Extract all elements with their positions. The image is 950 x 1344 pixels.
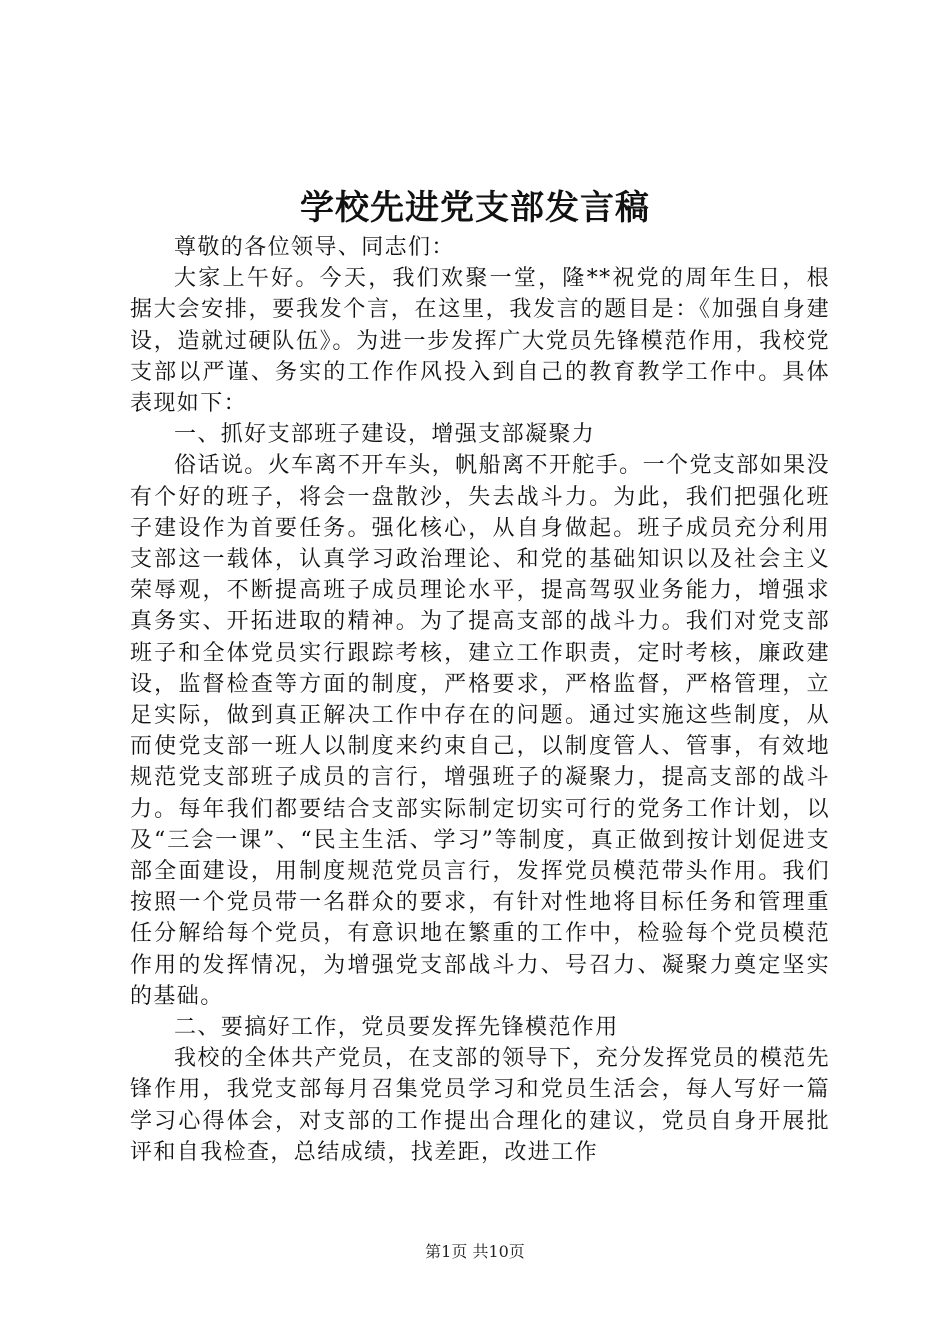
paragraph-section-1: 俗话说。火车离不开车头，帆船离不开舵手。一个党支部如果没有个好的班子，将会一盘散沙，失去战斗力。为此，我们把强化班子建设作为首要任务。强化核心，从自身做起。班子成员充分利用支部这一载体，认真学习政治理论、和党的基础知识以及社会主义荣辱观，不断提高班子成员理论水平，提高驾驭业务能力，增强求真务实、开拓进取的精神。为了提高支部的战斗力。我们对党支部班子和全体党员实行跟踪考核，建立工作职责，定时考核，廉政建设，监督检查等方面的制度，严格要求，严格监督，严格管理，立足实际，做到真正解决工作中存在的问题。通过实施这些制度，从而使党支部一班人以制度来约束自己，以制度管人、管事，有效地规范党支部班子成员的言行，增强班子的凝聚力，提高支部的战斗力。每年我们都要结合支部实际制定切实可行的党务工作计划，以及“三会一课”、“民主生活、学习”等制度，真正做到按计划促进支部全面建设，用制度规范党员言行，发挥党员模范带头作用。我们按照一个党员带一名群众的要求，有针对性地将目标任务和管理重任分解给每个党员，有意识地在繁重的工作中，检验每个党员模范作用的发挥情况，为增强党支部战斗力、号召力、凝聚力奠定坚实的基础。	[130, 453, 830, 1009]
page-footer: 第1页 共10页	[425, 1242, 525, 1261]
salutation: 尊敬的各位领导、同志们：	[174, 235, 455, 260]
document-body	[130, 232, 830, 1168]
paragraph-section-2: 我校的全体共产党员，在支部的领导下，充分发挥党员的模范先锋作用，我党支部每月召集党员学习和党员生活会，每人写好一篇学习心得体会，对支部的工作提出合理化的建议，党员自身开展批评和自我检查，总结成绩，找差距，改进工作	[130, 1046, 830, 1165]
page-title: 学校先进党支部发言稿	[300, 188, 650, 228]
section-heading-1: 一、抓好支部班子建设，增强支部凝聚力	[174, 422, 596, 448]
section-heading-2: 二、要搞好工作，党员要发挥先锋模范作用	[174, 1015, 619, 1041]
paragraph-intro: 大家上午好。今天，我们欢聚一堂，隆**祝党的周年生日，根据大会安排，要我发个言，在这里，我发言的题目是：《加强自身建设，造就过硬队伍》。为进一步发挥广大党员先锋模范作用，我校党支部以严谨、务实的工作作风投入到自己的教育教学工作中。具体表现如下：	[130, 266, 830, 417]
